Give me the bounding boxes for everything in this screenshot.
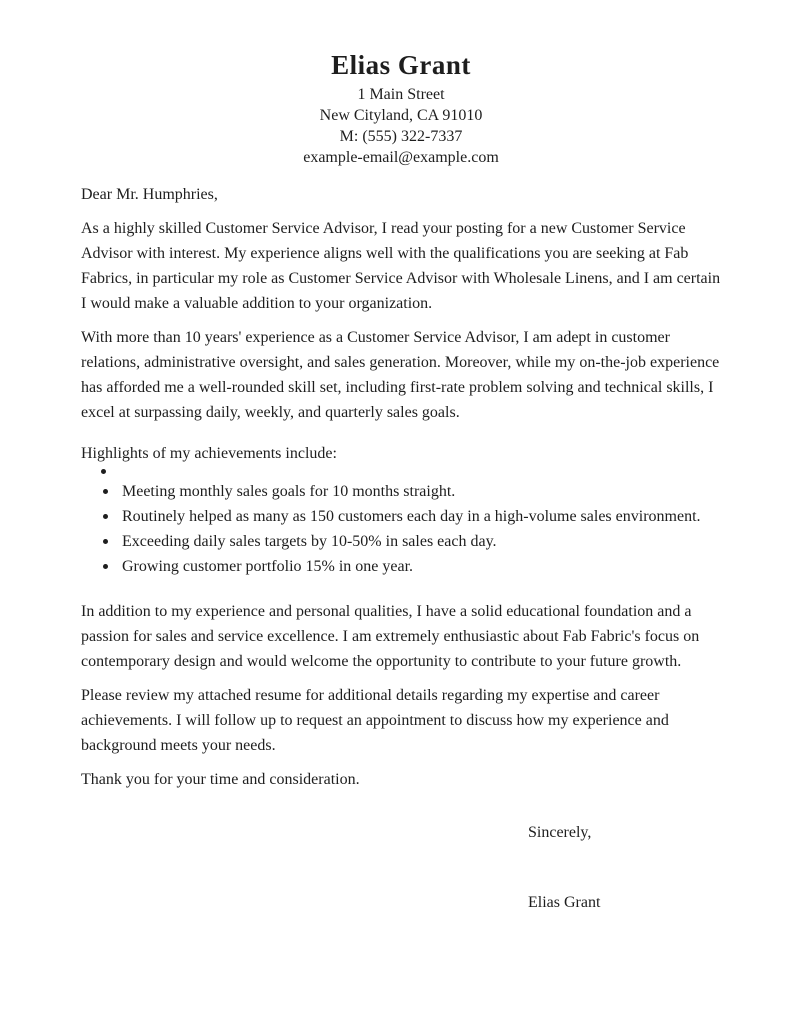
bullet-icon [101,469,106,474]
highlight-text: Meeting monthly sales goals for 10 months straight. [122,483,456,500]
highlights-list [81,466,721,579]
sender-name: Elias Grant [331,50,471,80]
list-item [81,529,721,554]
paragraph-experience: With more than 10 years' experience as a Customer Service Advisor, I am adept in customer relations, administrative oversight, and sales generation. Moreover, while my on-the-job experience has afforded me a well-rounded skill set, including first-rate problem solving and technical skills, I excel at surpassing daily, weekly, and quarterly sales goals. [81,329,720,421]
paragraph-intro: As a highly skilled Customer Service Advisor, I read your posting for a new Customer Service Advisor with interest. My experience aligns well with the qualifications you are seeking at Fab Fabrics, in particular my role as Customer Service Advisor with Wholesale Linens, and I am certain I would make a valuable addition to your organization. [81,220,721,312]
list-item [81,504,721,529]
highlights-intro: Highlights of my achievements include: [81,445,337,462]
sender-street: 1 Main Street [357,86,445,103]
signoff-block [528,820,721,915]
list-item [81,479,721,504]
signature-name: Elias Grant [528,894,601,911]
highlight-text: Routinely helped as many as 150 customers each day in a high-volume sales environment. [122,508,701,525]
bullet-icon [103,539,108,544]
salutation: Dear Mr. Humphries, [81,186,218,203]
bullet-icon [103,489,108,494]
highlight-text: Growing customer portfolio 15% in one year. [122,558,414,575]
list-item [81,466,721,479]
sender-city-state-zip: New Cityland, CA 91010 [319,107,483,124]
bullet-icon [103,564,108,569]
list-item [81,554,721,579]
paragraph-education: In addition to my experience and personal qualities, I have a solid educational foundation and a passion for sales and service excellence. I am extremely enthusiastic about Fab Fabric's focus on contemporary design and would welcome the opportunity to contribute to your future growth. [81,603,700,670]
sender-email: example-email@example.com [303,149,499,166]
letter-header [81,46,721,168]
sender-phone: M: (555) 322-7337 [339,128,463,145]
bullet-icon [103,514,108,519]
paragraph-followup: Please review my attached resume for additional details regarding my expertise and career achievements. I will follow up to request an appointment to discuss how my experience and background meets your needs. [81,687,669,754]
highlight-text: Exceeding daily sales targets by 10-50% in sales each day. [122,533,497,550]
signoff: Sincerely, [528,824,592,841]
paragraph-thanks: Thank you for your time and consideration. [81,771,360,788]
